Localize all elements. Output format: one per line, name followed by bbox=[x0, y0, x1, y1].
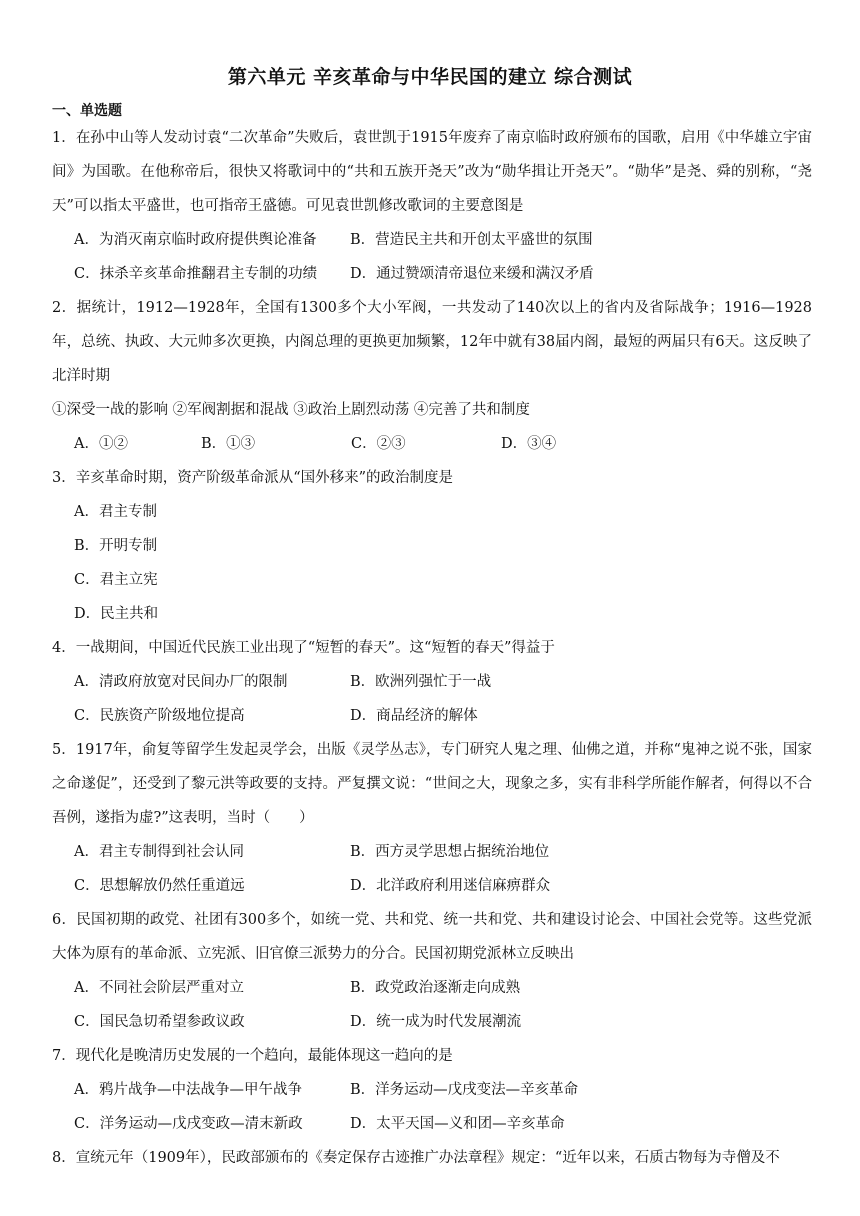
option-a: A．君主专制得到社会认同 bbox=[74, 844, 244, 860]
option-b: B．①③ bbox=[201, 436, 256, 452]
question-text: 4．一战期间，中国近代民族工业出现了“短暂的春天”。这“短暂的春天”得益于 bbox=[52, 640, 555, 656]
option-c: C．②③ bbox=[351, 436, 406, 452]
option-a: A．①② bbox=[74, 436, 128, 452]
option-a: A．鸦片战争—中法战争—甲午战争 bbox=[74, 1082, 302, 1098]
question-text: 1．在孙中山等人发动讨袁“二次革命”失败后，袁世凯于1915年废弃了南京临时政府颁布的国歌，启用《中华雄立宇宙间》为国歌。在他称帝后，很快又将歌词中的“共和五族开尧天”改为“勋华揖让开尧天”。“勋华”是尧、舜的别称，“尧天”可以指太平盛世，也可指帝王盛德。可见袁世凯修改歌词的主要意图是 bbox=[52, 130, 812, 214]
option-c: C．思想解放仍然任重道远 bbox=[74, 878, 245, 894]
option-b: B．开明专制 bbox=[74, 538, 158, 554]
question-text: 2．据统计，1912—1928年，全国有1300多个大小军阀，一共发动了140次以上的省内及省际战争；1916—1928年，总统、执政、大元帅多次更换，内阁总理的更换更加频繁，12年中就有38届内阁，最短的两届只有6天。这反映了北洋时期 bbox=[52, 300, 812, 384]
option-d: D．民主共和 bbox=[74, 606, 159, 622]
question-text: 8．宣统元年（1909年），民政部颁布的《奏定保存古迹推广办法章程》规定：“近年以来，石质古物每为寺僧及不 bbox=[52, 1150, 780, 1166]
question-1 bbox=[52, 121, 812, 291]
option-b: B．营造民主共和开创太平盛世的氛围 bbox=[350, 232, 593, 248]
option-c: C．国民急切希望参政议政 bbox=[74, 1014, 245, 1030]
option-d: D．北洋政府利用迷信麻痹群众 bbox=[350, 878, 551, 894]
question-3 bbox=[52, 461, 812, 631]
question-text: 5．1917年，俞复等留学生发起灵学会，出版《灵学丛志》，专门研究人鬼之理、仙佛之道，并称“鬼神之说不张，国家之命遂促”，还受到了黎元洪等政要的支持。严复撰文说：“世间之大，现象之多，实有非科学所能作解者，何得以不合吾例，遂指为虚?”这表明，当时（ ） bbox=[52, 742, 812, 826]
option-b: B．政党政治逐渐走向成熟 bbox=[350, 980, 521, 996]
question-4 bbox=[52, 631, 812, 733]
question-6 bbox=[52, 903, 812, 1039]
option-b: B．洋务运动—戊戌变法—辛亥革命 bbox=[350, 1082, 579, 1098]
option-c: C．君主立宪 bbox=[74, 572, 158, 588]
question-2 bbox=[52, 291, 812, 461]
option-c: C．洋务运动—戊戌变政—清末新政 bbox=[74, 1116, 303, 1132]
option-a: A．为消灭南京临时政府提供舆论准备 bbox=[74, 232, 317, 248]
option-c: C．抹杀辛亥革命推翻君主专制的功绩 bbox=[74, 266, 318, 282]
option-group bbox=[52, 223, 812, 291]
page-title: 第六单元 辛亥革命与中华民国的建立 综合测试 bbox=[227, 66, 633, 88]
option-a: A．君主专制 bbox=[74, 504, 157, 520]
question-8 bbox=[52, 1141, 812, 1175]
option-d: D．太平天国—义和团—辛亥革命 bbox=[350, 1116, 565, 1132]
option-group bbox=[52, 835, 812, 903]
question-text: 6．民国初期的政党、社团有300多个，如统一党、共和党、统一共和党、共和建设讨论会、中国社会党等。这些党派大体为原有的革命派、立宪派、旧官僚三派势力的分合。民国初期党派林立反映出 bbox=[52, 912, 812, 962]
question-list bbox=[52, 121, 812, 1175]
option-a: A．不同社会阶层严重对立 bbox=[74, 980, 244, 996]
section-heading: 一、单选题 bbox=[52, 103, 122, 119]
option-group bbox=[52, 971, 812, 1039]
question-5 bbox=[52, 733, 812, 903]
option-b: B．西方灵学思想占据统治地位 bbox=[350, 844, 550, 860]
option-d: D．商品经济的解体 bbox=[350, 708, 478, 724]
option-d: D．统一成为时代发展潮流 bbox=[350, 1014, 522, 1030]
option-group bbox=[52, 427, 812, 461]
option-group bbox=[52, 665, 812, 733]
question-statements: ①深受一战的影响 ②军阀割据和混战 ③政治上剧烈动荡 ④完善了共和制度 bbox=[52, 402, 530, 418]
option-d: D．通过赞颂清帝退位来缓和满汉矛盾 bbox=[350, 266, 594, 282]
option-group bbox=[52, 495, 812, 631]
option-c: C．民族资产阶级地位提高 bbox=[74, 708, 245, 724]
question-text: 3．辛亥革命时期，资产阶级革命派从“国外移来”的政治制度是 bbox=[52, 470, 454, 486]
option-group bbox=[52, 1073, 812, 1141]
option-a: A．清政府放宽对民间办厂的限制 bbox=[74, 674, 288, 690]
option-d: D．③④ bbox=[501, 436, 557, 452]
question-text: 7．现代化是晚清历史发展的一个趋向，最能体现这一趋向的是 bbox=[52, 1048, 453, 1064]
question-7 bbox=[52, 1039, 812, 1141]
option-b: B．欧洲列强忙于一战 bbox=[350, 674, 492, 690]
